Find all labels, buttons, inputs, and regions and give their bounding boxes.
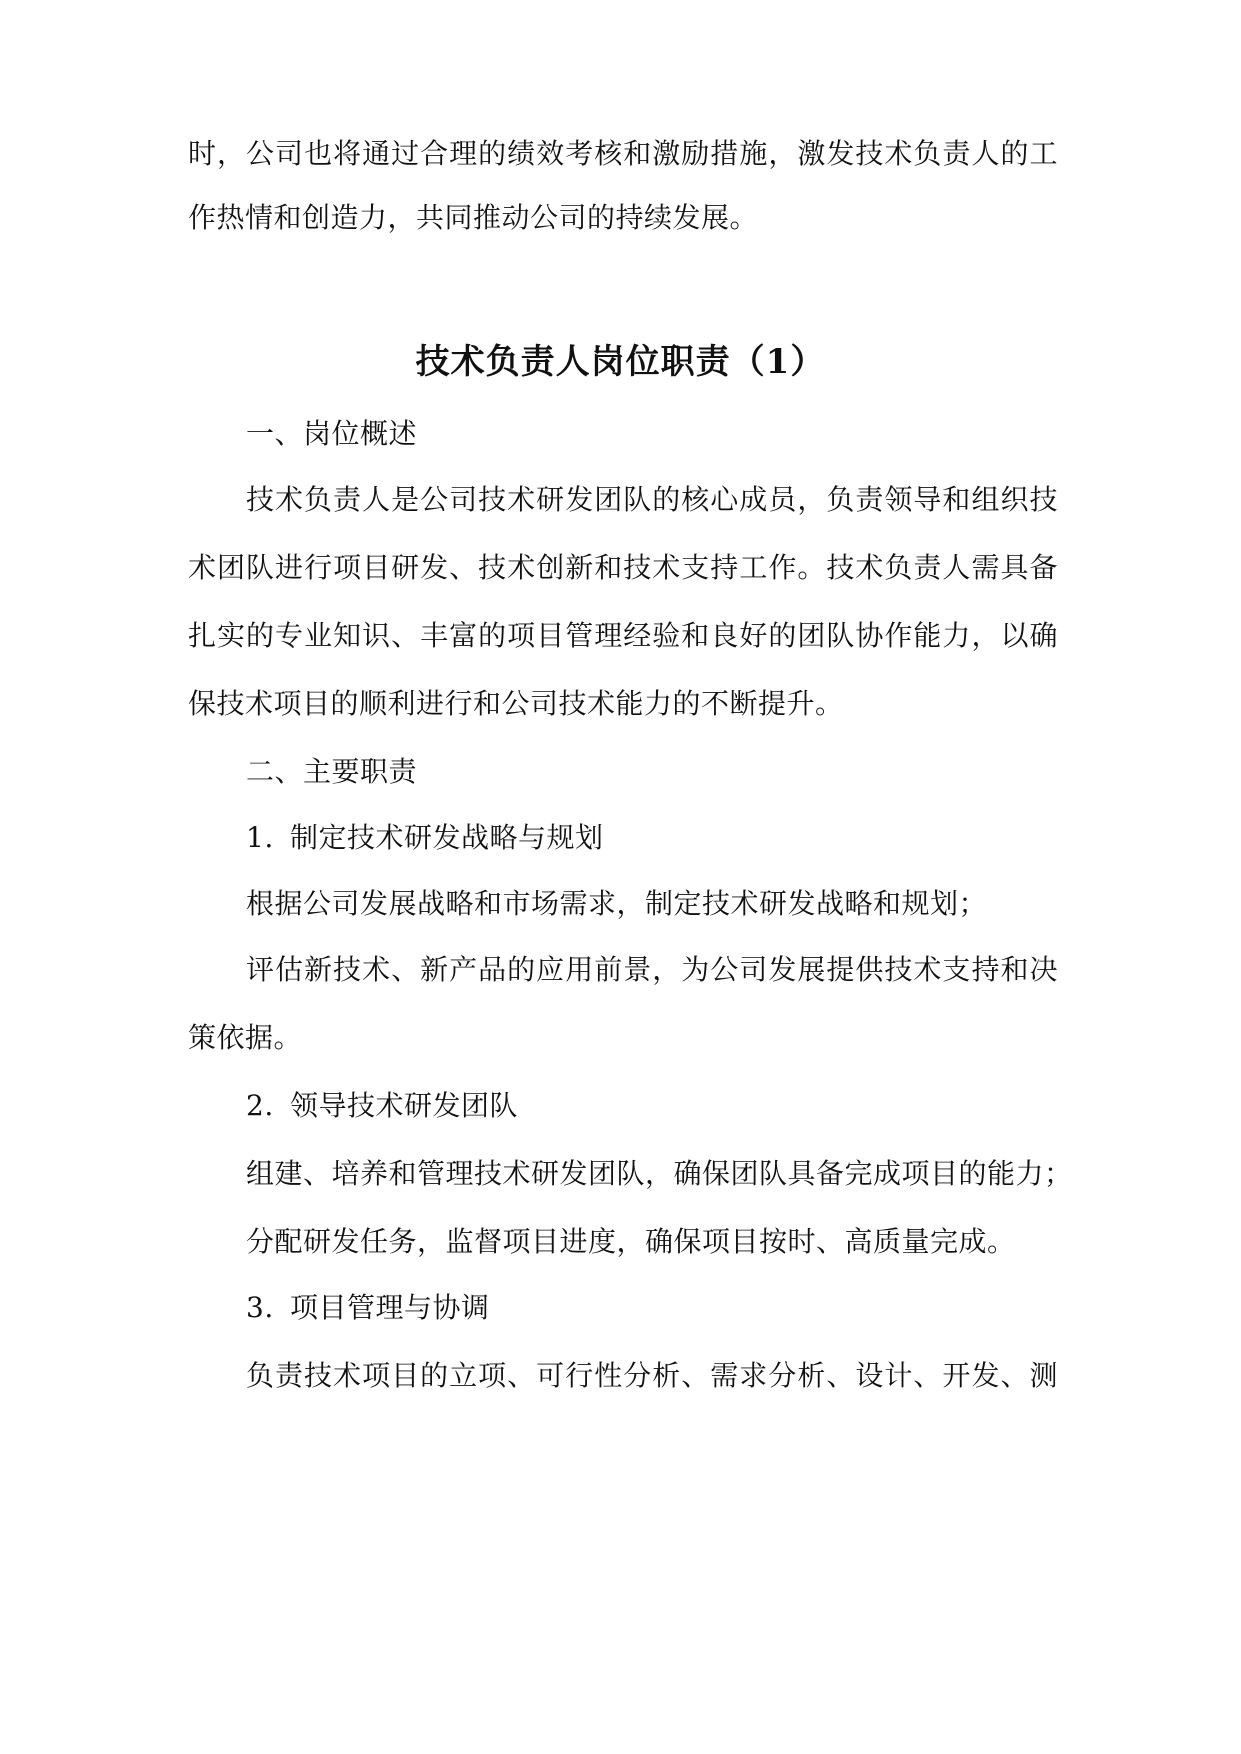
item-2-line-1: 组建、培养和管理技术研发团队，确保团队具备完成项目的能力； [246, 1157, 1073, 1190]
item-1-title: 制定技术研发战略与规划 [290, 821, 604, 854]
item-2-line-2: 分配研发任务，监督项目进度，确保项目按时、高质量完成。 [246, 1225, 1016, 1258]
section-1-para-line-3: 扎实的专业知识、丰富的项目管理经验和良好的团队协作能力，以确 [188, 619, 1058, 652]
item-3-number: 3. [246, 1291, 274, 1324]
item-3-heading [246, 1290, 1058, 1326]
intro-line-1: 时，公司也将通过合理的绩效考核和激励措施，激发技术负责人的工 [188, 137, 1058, 170]
section-1-para-line-1: 技术负责人是公司技术研发团队的核心成员，负责领导和组织技 [246, 483, 1058, 516]
item-2-title: 领导技术研发团队 [290, 1089, 519, 1122]
item-1-line-3: 策依据。 [188, 1021, 303, 1054]
item-2-number: 2. [246, 1089, 274, 1122]
item-1-heading [246, 820, 1058, 856]
section-1-heading: 一、岗位概述 [246, 417, 418, 450]
intro-line-2: 作热情和创造力，共同推动公司的持续发展。 [188, 201, 759, 234]
item-1-line-1: 根据公司发展战略和市场需求，制定技术研发战略和规划； [246, 887, 988, 920]
item-1-line-2: 评估新技术、新产品的应用前景，为公司发展提供技术支持和决 [246, 953, 1058, 986]
section-2-heading: 二、主要职责 [246, 755, 418, 788]
page-title: 技术负责人岗位职责（1） [415, 342, 826, 382]
section-1-para-line-4: 保技术项目的顺利进行和公司技术能力的不断提升。 [188, 687, 844, 720]
item-3-title: 项目管理与协调 [290, 1291, 490, 1324]
item-2-heading [246, 1088, 1058, 1124]
section-1-para-line-2: 术团队进行项目研发、技术创新和技术支持工作。技术负责人需具备 [188, 551, 1058, 584]
item-3-line-1: 负责技术项目的立项、可行性分析、需求分析、设计、开发、测 [246, 1359, 1058, 1392]
item-1-number: 1. [246, 821, 274, 854]
